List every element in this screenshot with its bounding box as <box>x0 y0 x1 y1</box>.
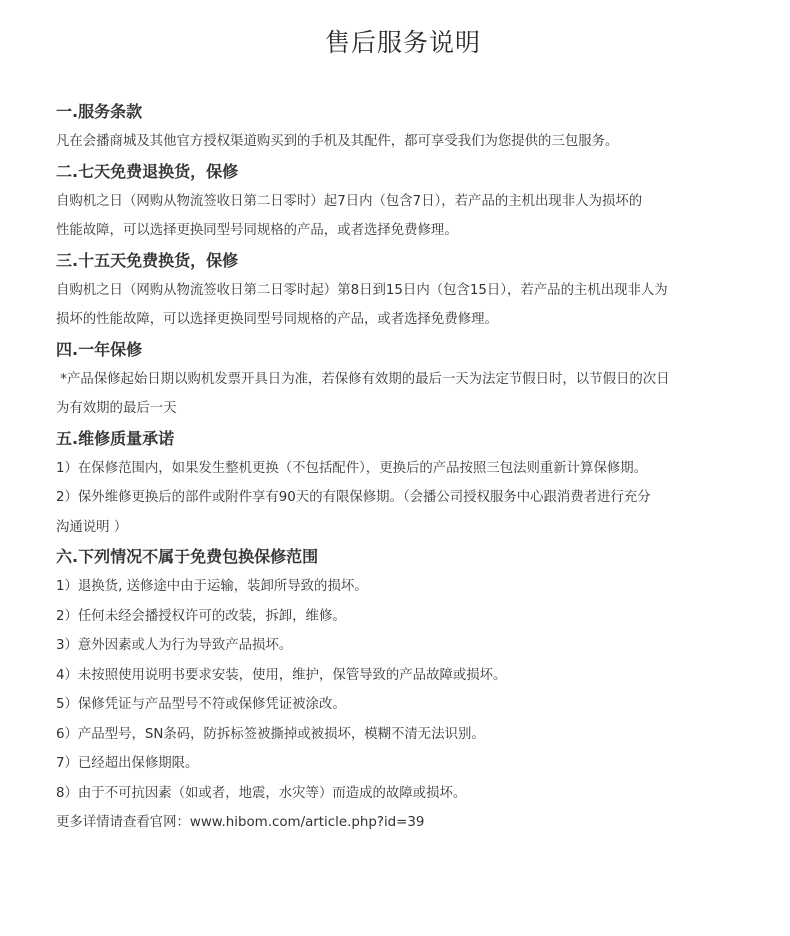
list-item: 8）由于不可抗因素（如或者，地震，水灾等）而造成的故障或损坏。 <box>56 785 467 801</box>
section-line: 为有效期的最后一天 <box>56 401 177 416</box>
page-title: 售后服务说明 <box>324 28 481 57</box>
list-item: 3）意外因素或人为行为导致产品损坏。 <box>56 638 293 653</box>
section-line: 凡在会播商城及其他官方授权渠道购买到的手机及其配件，都可享受我们为您提供的三包服务。 <box>56 134 619 149</box>
website-footer: 更多详情请查看官网：www.hibom.com/article.php?id=39 <box>56 815 425 830</box>
section-line: 自购机之日（网购从物流签收日第二日零时起）第8日到15日内（包含15日），若产品的主机出现非人为 <box>56 282 668 298</box>
section-line: 性能故障，可以选择更换同型号同规格的产品，或者选择免费修理。 <box>56 223 458 238</box>
section-heading: 四.一年保修 <box>56 339 143 359</box>
section-heading: 二.七天免费退换货，保修 <box>56 161 239 181</box>
section-line: 损坏的性能故障，可以选择更换同型号同规格的产品，或者选择免费修理。 <box>56 312 498 327</box>
section-line: 1）在保修范围内，如果发生整机更换（不包括配件），更换后的产品按照三包法则重新计算保修期。 <box>56 460 648 476</box>
list-item: 4）未按照使用说明书要求安装，使用，维护，保管导致的产品故障或损坏。 <box>56 667 507 683</box>
list-item: 2）任何未经会播授权许可的改装，拆卸，维修。 <box>56 608 346 624</box>
section-exclusions <box>56 542 750 808</box>
section-repair-quality <box>56 424 750 543</box>
content <box>56 97 750 838</box>
section-heading: 五.维修质量承诺 <box>56 428 175 448</box>
section-line: 2）保外维修更换后的部件或附件享有90天的有限保修期。（会播公司授权服务中心跟消费者进行充分 <box>56 490 651 505</box>
section-seven-day-return <box>56 157 750 246</box>
section-service-terms <box>56 97 750 157</box>
list-item: 7）已经超出保修期限。 <box>56 756 199 771</box>
section-fifteen-day-exchange <box>56 246 750 335</box>
section-line: 自购机之日（网购从物流签收日第二日零时）起7日内（包含7日），若产品的主机出现非人为损坏的 <box>56 193 643 209</box>
section-heading: 三.十五天免费换货，保修 <box>56 250 239 270</box>
list-item: 6）产品型号，SN条码，防拆标签被撕掉或被损坏，模糊不清无法识别。 <box>56 726 485 742</box>
section-heading: 一.服务条款 <box>56 102 143 121</box>
section-one-year-warranty <box>56 335 750 424</box>
section-line: 沟通说明 ） <box>56 519 128 535</box>
list-item: 5）保修凭证与产品型号不符或保修凭证被涂改。 <box>56 697 346 712</box>
section-line: *产品保修起始日期以购机发票开具日为准，若保修有效期的最后一天为法定节假日时，以节假日的次日 <box>56 371 670 387</box>
section-heading: 六.下列情况不属于免费包换保修范围 <box>56 547 319 566</box>
list-item: 1）退换货, 送修途中由于运输，装卸所导致的损坏。 <box>56 579 368 594</box>
